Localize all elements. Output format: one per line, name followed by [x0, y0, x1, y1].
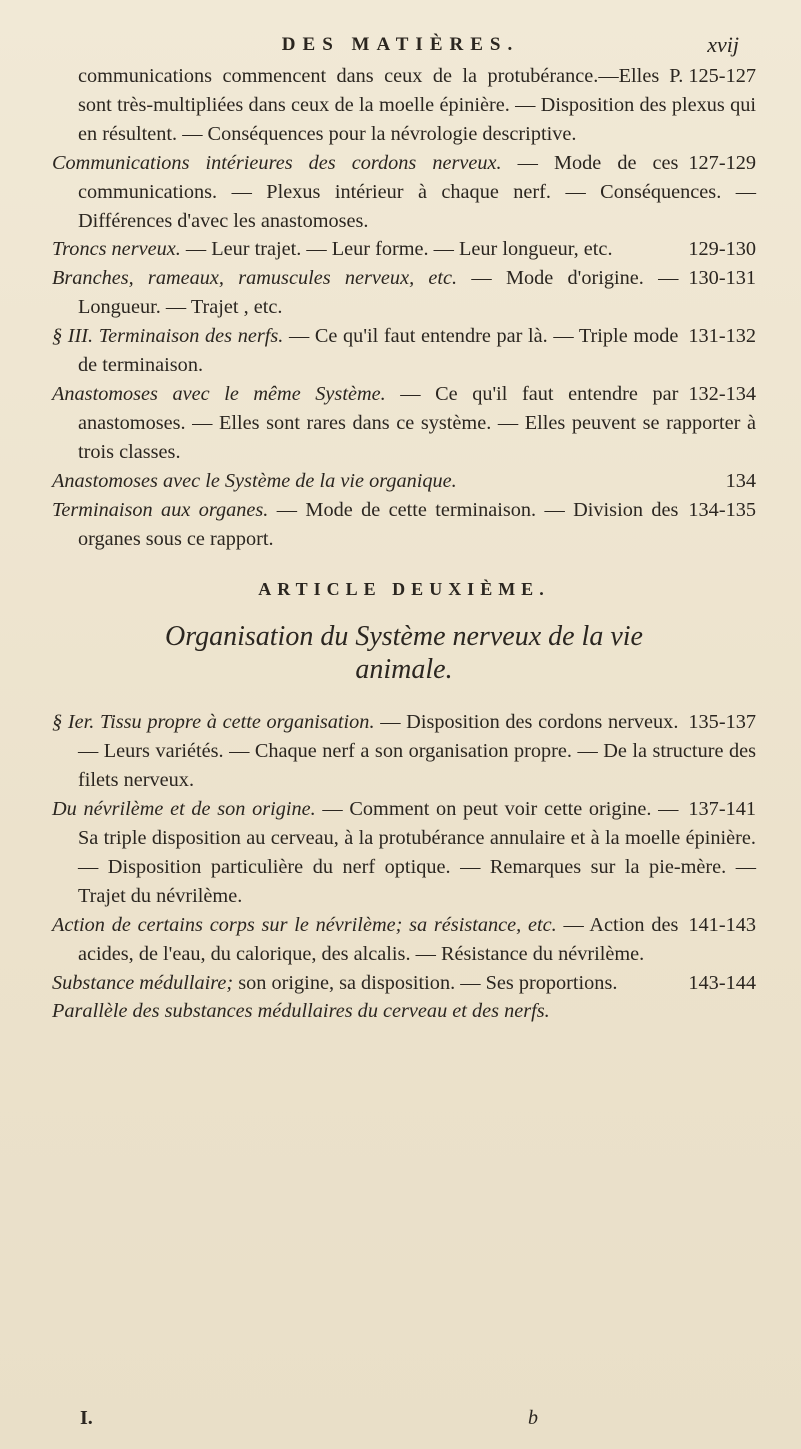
toc-entry	[52, 322, 756, 380]
toc-entry	[52, 149, 756, 236]
section-title-line2: animale.	[355, 654, 453, 686]
entry-title: Anastomoses avec le même Système.	[52, 382, 386, 405]
toc-entry	[52, 795, 756, 911]
entry-text: — Mode de ces communications. — Plexus intérieur à chaque nerf. — Conséquences. — Différences d'avec les anastomoses.	[78, 151, 756, 232]
entry-pages: 131-132	[688, 325, 756, 348]
entry-text: son origine, sa disposition. — Ses proportions.	[238, 971, 618, 994]
entry-pages: 135-137	[688, 711, 756, 734]
table-of-contents	[52, 62, 756, 1026]
entry-title: § Ier. Tissu propre à cette organisation.	[52, 711, 375, 734]
entry-pages: 137-141	[688, 798, 756, 821]
toc-entry	[52, 380, 756, 467]
toc-entry	[52, 264, 756, 322]
entry-title: Branches, rameaux, ramuscules nerveux, etc.	[52, 267, 458, 290]
entry-title: Parallèle des substances médullaires du cerveau et des nerfs.	[52, 1000, 550, 1023]
toc-entry	[52, 235, 756, 264]
entry-title: Terminaison aux organes.	[52, 498, 269, 521]
toc-entry	[52, 997, 756, 1026]
entry-title: Communications intérieures des cordons nerveux.	[52, 151, 502, 174]
section-title-line1: Organisation du Système nerveux de la vie	[165, 621, 643, 653]
entry-title: Anastomoses avec le Système de la vie organique.	[52, 469, 457, 492]
entry-pages: 129-130	[688, 238, 756, 261]
entry-pages: 134-135	[688, 498, 756, 521]
toc-entry	[52, 496, 756, 554]
entry-text: — Ce qu'il faut entendre par anastomoses. — Elles sont rares dans ce système. — Elles peuvent se rapporter à trois classes.	[78, 382, 756, 463]
toc-entry	[52, 708, 756, 795]
entry-pages: 130-131	[688, 267, 756, 290]
entry-text: — Mode de cette terminaison. — Division des organes sous ce rapport.	[78, 498, 679, 550]
signature-mark: b	[528, 1407, 538, 1429]
article-heading: ARTICLE DEUXIÈME.	[258, 579, 550, 600]
entry-text: — Ce qu'il faut entendre par là. — Triple mode de terminaison.	[78, 325, 679, 377]
section-title	[52, 620, 756, 686]
toc-entry	[52, 911, 756, 969]
entry-pages: 134	[725, 469, 756, 492]
signature-line	[0, 1407, 801, 1437]
entry-text: — Leur trajet. — Leur forme. — Leur longueur, etc.	[185, 238, 613, 261]
entry-text: communications commencent dans ceux de la protubérance.—Elles sont très-multipliées dans ceux de la moelle épinière. — Disposition des plexus qui en résultent. — Conséquences pour la névrologie descriptive.	[78, 65, 756, 145]
entry-pages: 143-144	[688, 971, 756, 994]
toc-entry	[52, 969, 756, 998]
toc-entry	[52, 62, 756, 149]
entry-text: — Comment on peut voir cette origine. — Sa triple disposition au cerveau, à la protubérance annulaire et à la moelle épinière. — Disposition particulière du nerf optique. — Remarques sur la pie-mère. — Trajet du névrilème.	[78, 798, 756, 907]
toc-entry	[52, 467, 756, 496]
entry-pages: 141-143	[688, 913, 756, 936]
entry-pages: 127-129	[688, 151, 756, 174]
entry-text: — Action des acides, de l'eau, du calorique, des alcalis. — Résistance du névrilème.	[78, 913, 679, 965]
entry-title: Troncs nerveux.	[52, 238, 181, 261]
entry-text: — Mode d'origine. — Longueur. — Trajet , etc.	[78, 267, 679, 319]
entry-title: Substance médullaire;	[52, 971, 234, 994]
entry-title: Action de certains corps sur le névrilème; sa résistance, etc.	[52, 913, 557, 936]
running-title: DES MATIÈRES.	[281, 34, 520, 55]
running-header	[0, 30, 801, 60]
entry-pages: 132-134	[688, 382, 756, 405]
page-number: xvij	[707, 32, 739, 57]
entry-text: — Disposition des cordons nerveux. — Leurs variétés. — Chaque nerf a son organisation propre. — De la structure des filets nerveux.	[78, 711, 756, 792]
volume-mark: I.	[80, 1407, 93, 1429]
entry-pages: P. 125-127	[669, 65, 756, 87]
entry-title: § III. Terminaison des nerfs.	[52, 325, 284, 348]
entry-title: Du névrilème et de son origine.	[52, 798, 316, 821]
